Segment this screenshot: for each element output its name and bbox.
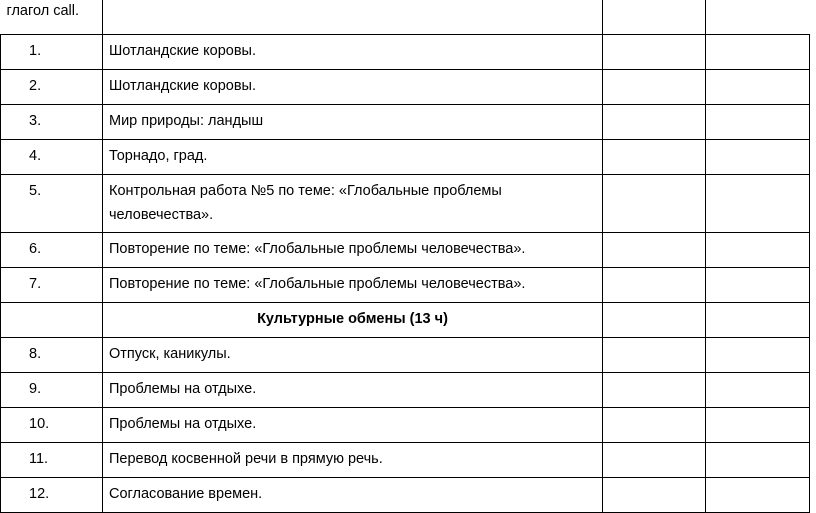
empty-cell	[603, 34, 706, 69]
empty-cell	[706, 139, 810, 174]
lesson-number: 1.	[1, 34, 103, 69]
lesson-number: 9.	[1, 372, 103, 407]
empty-cell	[603, 232, 706, 267]
empty-cell	[706, 442, 810, 477]
table-row	[1, 372, 810, 407]
empty-cell	[603, 0, 706, 34]
empty-cell	[706, 232, 810, 267]
empty-cell	[103, 0, 603, 34]
empty-cell	[603, 302, 706, 337]
lesson-number: 11.	[1, 442, 103, 477]
lesson-topic: Согласование времен.	[103, 477, 603, 512]
lesson-number: 7.	[1, 267, 103, 302]
lesson-topic: Перевод косвенной речи в прямую речь.	[103, 442, 603, 477]
table-row	[1, 139, 810, 174]
lesson-topic: Проблемы на отдыхе.	[103, 372, 603, 407]
section-title: Культурные обмены (13 ч)	[103, 302, 603, 337]
table-row	[1, 69, 810, 104]
table-row	[1, 267, 810, 302]
empty-cell	[1, 302, 103, 337]
lesson-number: 6.	[1, 232, 103, 267]
empty-cell	[706, 477, 810, 512]
table-row	[1, 34, 810, 69]
lesson-topic: Контрольная работа №5 по теме: «Глобальные проблемы человечества».	[103, 174, 603, 232]
empty-cell	[603, 372, 706, 407]
empty-cell	[603, 69, 706, 104]
lesson-topic: Проблемы на отдыхе.	[103, 407, 603, 442]
table-row	[1, 174, 810, 232]
empty-cell	[603, 267, 706, 302]
lesson-number: 5.	[1, 174, 103, 232]
empty-cell	[706, 267, 810, 302]
empty-cell	[706, 337, 810, 372]
empty-cell	[603, 477, 706, 512]
table-row	[1, 337, 810, 372]
lesson-topic: Повторение по теме: «Глобальные проблемы человечества».	[103, 267, 603, 302]
lesson-number: 12.	[1, 477, 103, 512]
empty-cell	[706, 104, 810, 139]
lesson-number: 3.	[1, 104, 103, 139]
empty-cell	[706, 407, 810, 442]
empty-cell	[603, 337, 706, 372]
lesson-topic: Повторение по теме: «Глобальные проблемы человечества».	[103, 232, 603, 267]
empty-cell	[603, 442, 706, 477]
empty-cell	[706, 34, 810, 69]
empty-cell	[706, 0, 810, 34]
table-row	[1, 0, 810, 34]
lesson-topic: Мир природы: ландыш	[103, 104, 603, 139]
empty-cell	[603, 104, 706, 139]
table-row	[1, 407, 810, 442]
lesson-topic: Шотландские коровы.	[103, 69, 603, 104]
empty-cell	[706, 372, 810, 407]
topic-cell: глагол call.	[1, 0, 103, 34]
empty-cell	[706, 69, 810, 104]
table-row	[1, 232, 810, 267]
lesson-topic: Шотландские коровы.	[103, 34, 603, 69]
table-row	[1, 442, 810, 477]
table-row	[1, 477, 810, 512]
lesson-number: 4.	[1, 139, 103, 174]
table-row	[1, 104, 810, 139]
lesson-number: 10.	[1, 407, 103, 442]
empty-cell	[706, 302, 810, 337]
lesson-number: 8.	[1, 337, 103, 372]
empty-cell	[603, 407, 706, 442]
lesson-topic: Отпуск, каникулы.	[103, 337, 603, 372]
lesson-number: 2.	[1, 69, 103, 104]
lesson-topic: Торнадо, град.	[103, 139, 603, 174]
empty-cell	[603, 139, 706, 174]
empty-cell	[603, 174, 706, 232]
section-row	[1, 302, 810, 337]
empty-cell	[706, 174, 810, 232]
